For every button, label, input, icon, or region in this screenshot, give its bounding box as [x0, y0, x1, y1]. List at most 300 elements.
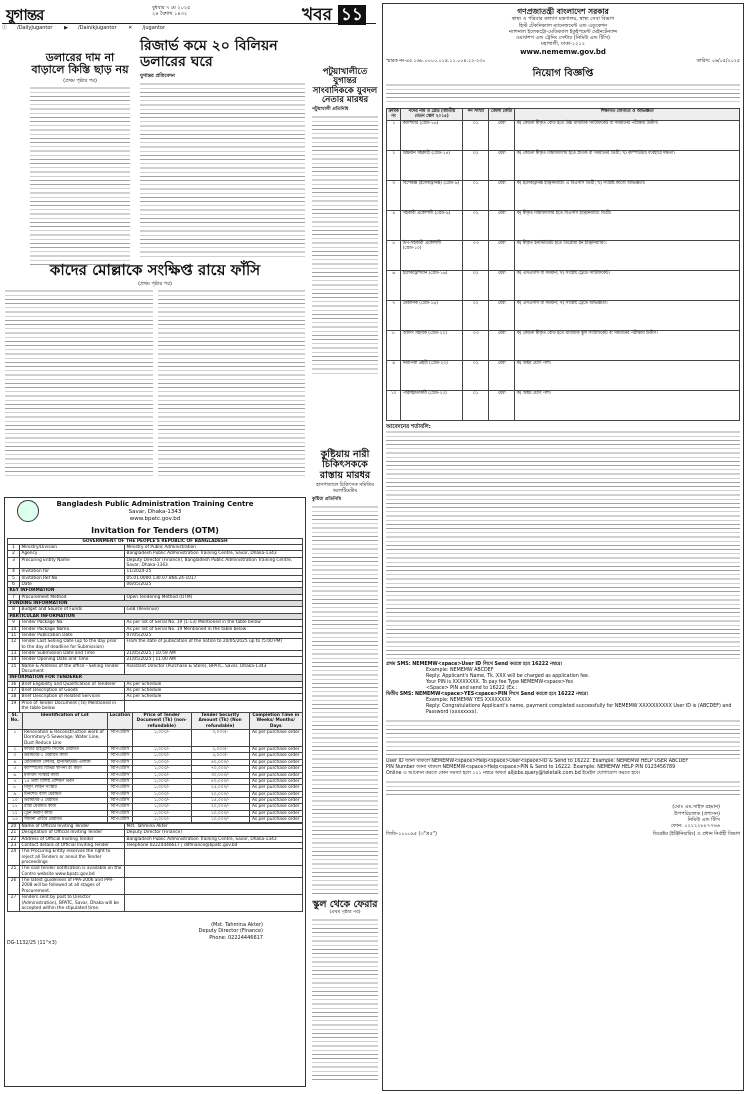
- row-number: 21: [8, 830, 20, 836]
- row-value: 21/05/2025 | 10.59 AM: [125, 650, 303, 656]
- row-number: 1: [8, 544, 20, 550]
- row-value: Assistant Director (Purchase & Store), BPATC, Savar, Dhaka-1343: [125, 663, 303, 675]
- job-row: [387, 120, 740, 150]
- table-cell: As per purchase order: [249, 772, 302, 778]
- column-header: Sl. No.: [8, 712, 23, 729]
- job-row: [387, 150, 740, 180]
- table-cell: সীমানা প্রাচীর মেরামত: [22, 817, 108, 823]
- table-cell: ২৫,০০০/-: [191, 785, 249, 791]
- row-value: [125, 878, 303, 895]
- table-cell: ১,০০০/-: [132, 810, 191, 816]
- tender-row: [8, 866, 303, 878]
- table-cell: ৮: [387, 330, 401, 360]
- table-cell: ৮: [8, 785, 23, 791]
- tender-ad: [4, 497, 306, 1087]
- table-cell: ০৩: [463, 330, 489, 360]
- row-number: 7: [8, 594, 20, 600]
- table-cell: ক্যাম্পাসের বিভিন্ন স্থাপনা রং করণ: [22, 766, 108, 772]
- tender-table: [7, 538, 303, 713]
- footer-text: ডিরেক্টর (ইঞ্জিনিয়ারিং) ও প্রধান নির্বাহী বিভাগ: [652, 832, 740, 838]
- row-number: 3: [8, 557, 20, 569]
- body-text: [312, 115, 378, 375]
- table-cell: টিনশেড বাসা মেরামত: [22, 791, 108, 797]
- table-cell: মেধা: [489, 180, 515, 210]
- row-label: Designation of Official Inviting Tender: [20, 830, 125, 836]
- row-value: As per list of Serial No. 19 Mentioned in the table below: [125, 626, 303, 632]
- subheadline: হাসপাতালে চিকিৎসক সমিতির আলটিমেটাম: [316, 483, 374, 495]
- table-cell: As per purchase order: [249, 791, 302, 797]
- row-number: 2: [8, 551, 20, 557]
- byline: কুষ্টিয়া প্রতিনিধি: [312, 497, 342, 503]
- section-tenderer: INFORMATION FOR TENDERER: [8, 675, 303, 681]
- table-cell: বিপিএটিসি: [108, 753, 133, 759]
- table-cell: ০২: [463, 150, 489, 180]
- headline: কাদের মোল্লাকে সংক্ষিপ্ত রায়ে ফাঁসি: [49, 261, 261, 279]
- facebook-handle: /DailyJugantor: [17, 25, 53, 31]
- intro-text: [386, 83, 740, 105]
- table-cell: অফিস সহায়ক (গ্রেড-২০): [401, 330, 463, 360]
- lot-row: [8, 766, 303, 772]
- table-cell: ১,০০০/-: [132, 730, 191, 747]
- table-cell: ০২: [463, 360, 489, 390]
- column-header: Price of Tender Document (Tk) (non-refundable): [132, 712, 191, 729]
- row-label: Ministry/Division: [20, 544, 125, 550]
- table-cell: বিপিএটিসি: [108, 766, 133, 772]
- row-label: Tender Package No.: [20, 620, 125, 626]
- table-cell: ১,০০০/-: [191, 747, 249, 753]
- table-cell: ৭০,০০০/-: [191, 766, 249, 772]
- lot-row: [8, 730, 303, 747]
- section-title: খবর ১১: [302, 2, 366, 30]
- table-cell: ০১: [463, 390, 489, 420]
- table-cell: ১,০০০/-: [132, 804, 191, 810]
- table-cell: ১০,০০০/-: [191, 810, 249, 816]
- table-cell: ১,০০০/-: [132, 772, 191, 778]
- table-cell: ১,০০০/-: [132, 791, 191, 797]
- row-number: 8: [8, 607, 20, 613]
- table-cell: ৩: [8, 753, 23, 759]
- row-number: 12: [8, 639, 20, 651]
- tender-row: [8, 557, 303, 569]
- row-value: GoB (Revenue): [125, 607, 303, 613]
- column-header: পদ সংখ্যা: [463, 108, 489, 120]
- row-number: 11: [8, 632, 20, 638]
- row-label: Tender Publication Date: [20, 632, 125, 638]
- row-label: Brief Description of Related Services: [20, 694, 125, 700]
- row-number: 22: [8, 836, 20, 842]
- lot-row: [8, 810, 303, 816]
- table-cell: মেকানিক (গ্রেড-১৬): [401, 300, 463, 330]
- row-value: 21/05/2025 | 11.00 AM: [125, 657, 303, 663]
- table-cell: ১৩: [8, 817, 23, 823]
- tender-row: [8, 639, 303, 651]
- job-row: [387, 390, 740, 420]
- table-cell: ৯: [387, 360, 401, 390]
- bpatc-logo-icon: [17, 500, 39, 522]
- row-value: Open Tendering Method (OTM): [125, 594, 303, 600]
- job-header: গণপ্রজাতন্ত্রী বাংলাদেশ সরকার স্বাস্থ্য ও পরিবার কল্যাণ মন্ত্রণালয়, স্বাস্থ্য সেবা বিভাগ হিস্ট টেকনিক্যাল ম্যানেজমেন্ট এন্ড এডুকেশন ন্যাশনাল ইলেকট্রো-মেডিক্যাল ইকুইপমেন্ট মেইনটেন্যান্স ওয়ার্কশপ এন্ড ট্রেনিং সেন্টার (নিমিউ এন্ড টিসি) মহাখালী, ঢাকা-১২১২ www.nememw.gov.bd: [386, 7, 740, 56]
- org-name: Bangladesh Public Administration Training Centre: [56, 500, 254, 508]
- row-label: Tenders sent by post to Director (Administration), BPATC, Savar, Dhaka will be accepted within the stipulated time.: [20, 895, 125, 912]
- column-header: Tender Security Amount (Tk) (Non refundable): [191, 712, 249, 729]
- table-cell: মেধা: [489, 210, 515, 240]
- table-cell: ক) ইলেকট্রনিক্স ইঞ্জিনিয়ারিং এ বিএসসি ডিগ্রী; খ) সংশ্লিষ্ট কাজে অভিজ্ঞতা।: [515, 180, 740, 210]
- column-header: Completion Time in Weeks/ Months/ Days: [249, 712, 302, 729]
- row-number: 23: [8, 842, 20, 848]
- table-cell: ১১: [8, 804, 23, 810]
- lot-row: [8, 798, 303, 804]
- table-cell: মেধা: [489, 120, 515, 150]
- table-cell: As per purchase order: [249, 798, 302, 804]
- memo-date: তারিখ: ০৬/০৫/২০২৫: [696, 59, 740, 65]
- lot-row: [8, 753, 303, 759]
- table-cell: ৪: [387, 210, 401, 240]
- table-cell: ১: [387, 120, 401, 150]
- newspaper-logo: যুগান্তর: [6, 6, 44, 24]
- table-cell: As per purchase order: [249, 730, 302, 747]
- row-label: Tender Submission Date and Time: [20, 650, 125, 656]
- table-cell: সহকারী প্রকৌশলী (গ্রেড-৯): [401, 210, 463, 240]
- table-cell: As per purchase order: [249, 810, 302, 816]
- table-cell: ১০: [387, 390, 401, 420]
- table-cell: ১,০০০/-: [132, 766, 191, 772]
- page-number: ১১: [338, 5, 366, 25]
- table-cell: ১,০০০/-: [132, 798, 191, 804]
- byline: যুগান্তর প্রতিবেদন: [140, 73, 175, 80]
- table-cell: ৫০,০০০/-: [191, 778, 249, 784]
- table-cell: ৬: [387, 270, 401, 300]
- table-cell: ৫: [387, 240, 401, 270]
- table-cell: মেধা: [489, 390, 515, 420]
- table-cell: Renovation & Reconstruction work of Dormitory-5 Sewerage, Water Line, Dust Reduce Line: [22, 730, 108, 747]
- table-cell: ৩,০০০/-: [191, 730, 249, 747]
- table-cell: মেধা: [489, 360, 515, 390]
- table-cell: ৭: [387, 300, 401, 330]
- table-cell: বিপিএটিসি: [108, 778, 133, 784]
- body-text-col1: [5, 289, 153, 479]
- continued-label: (প্রথম পৃষ্ঠার পর): [63, 78, 97, 85]
- job-website[interactable]: www.nememw.gov.bd: [520, 47, 606, 56]
- table-cell: As per purchase order: [249, 785, 302, 791]
- table-cell: বিপিএটিসি: [108, 785, 133, 791]
- table-cell: ৩০,০০০/-: [191, 772, 249, 778]
- row-label: Address of Official Inviting Tender: [20, 836, 125, 842]
- terms-text: [386, 430, 740, 660]
- table-cell: ১,০০০/-: [132, 753, 191, 759]
- table-cell: ৫: [8, 766, 23, 772]
- table-cell: মেধা: [489, 240, 515, 270]
- table-cell: ১০,০০০/-: [191, 817, 249, 823]
- youtube-icon: ▶: [64, 25, 68, 31]
- row-number: 17: [8, 688, 20, 694]
- table-cell: নিরাপত্তা প্রহরী (গ্রেড-২০): [401, 360, 463, 390]
- table-cell: ক) কোনো স্বীকৃত বোর্ড হতে উচ্চ মাধ্যমিক সার্টিফিকেট বা সমমানের পরীক্ষায় উত্তীর্ণ।: [515, 120, 740, 150]
- gov-title: GOVERNMENT OF THE PEOPLE'S REPUBLIC OF BANGLADESH: [8, 538, 303, 544]
- tender-row: [8, 836, 303, 842]
- table-cell: ২০,০০০/-: [191, 804, 249, 810]
- row-value: As per Schedule: [125, 694, 303, 700]
- headline: রিজার্ভ কমে ২০ বিলিয়ন ডলারের ঘরে: [140, 38, 278, 71]
- table-cell: ৪০,০০০/-: [191, 759, 249, 765]
- body-text: [30, 86, 130, 266]
- lot-row: [8, 785, 303, 791]
- row-value: Bangladesh Public Administration Training Centre, Savar, Dhaka-1343: [125, 836, 303, 842]
- table-cell: As per purchase order: [249, 778, 302, 784]
- body-text-col2: [158, 289, 306, 479]
- story-kushtia: [312, 450, 378, 895]
- table-cell: ১,০০০/-: [132, 817, 191, 823]
- job-heading: নিয়োগ বিজ্ঞপ্তি: [532, 68, 594, 80]
- table-cell: ১,০০০/-: [132, 785, 191, 791]
- table-cell: বিপিএটিসি: [108, 772, 133, 778]
- table-cell: ক) এসএসসি বা সমমান; খ) সংশ্লিষ্ট ট্রেডে অভিজ্ঞতা।: [515, 300, 740, 330]
- org-website[interactable]: www.bpatc.gov.bd: [129, 515, 181, 522]
- headline: স্কুল থেকে ফেরার: [312, 899, 378, 910]
- table-cell: বিপিএটিসি: [108, 810, 133, 816]
- table-cell: বিশেষজ্ঞ (ইলেকট্রনিক্স) (গ্রেড-৯): [401, 180, 463, 210]
- table-cell: ফায়ার হাইড্র্যান্ট সিস্টেম মেরামত: [22, 747, 108, 753]
- body-text: [312, 918, 378, 1083]
- table-cell: মেধা: [489, 300, 515, 330]
- tender-signature: (Mst. Tahmina Akter) Deputy Director (Finance) Phone: 02224446617: [198, 922, 263, 941]
- table-cell: বিদ্যুৎ লাইন সংস্কার: [22, 785, 108, 791]
- job-row: [387, 270, 740, 300]
- table-cell: As per purchase order: [249, 804, 302, 810]
- row-value: Bangladesh Public Administration Training Centre, Savar, Dhaka-1343: [125, 551, 303, 557]
- tender-row: [8, 849, 303, 866]
- table-cell: ০৩: [463, 240, 489, 270]
- row-value: Deputy Director (Finance), Bangladesh Public Administration Training Centre, Savar, Dhaka-1343: [125, 557, 303, 569]
- row-value: [125, 849, 303, 866]
- row-number: 5: [8, 575, 20, 581]
- table-cell: মেধা: [489, 270, 515, 300]
- row-label: Contact details of Official Inviting Tender: [20, 842, 125, 848]
- row-label: Name of Official Inviting Tender: [20, 823, 125, 829]
- table-cell: রাস্তা মেরামত কাজ: [22, 804, 108, 810]
- job-row: [387, 300, 740, 330]
- row-label: Price of Tender Document (Tk) Mentioned in the table below: [20, 700, 125, 712]
- table-cell: বিপিএটিসি: [108, 759, 133, 765]
- table-cell: বিপিএটিসি: [108, 791, 133, 797]
- table-cell: ক) স্বীকৃত ইনস্টিটিউট হতে ডিপ্লোমা ইন ইঞ্জিনিয়ারিং।: [515, 240, 740, 270]
- row-value: As per Schedule: [125, 688, 303, 694]
- headline: কুষ্টিয়ায় নারী চিকিৎসককে রাস্তায় মারধর: [319, 449, 371, 481]
- row-value: 06/05/2025: [125, 582, 303, 588]
- note-text: [386, 780, 740, 798]
- tender-heading: Invitation for Tenders (OTM): [91, 525, 219, 535]
- job-table: [386, 108, 740, 421]
- column-header: শিক্ষাগত যোগ্যতা ও অভিজ্ঞতা: [515, 108, 740, 120]
- table-cell: As per purchase order: [249, 759, 302, 765]
- job-row: [387, 180, 740, 210]
- table-cell: ০২: [463, 300, 489, 330]
- table-cell: মসজিদ সংস্কার কাজ: [22, 772, 108, 778]
- job-row: [387, 210, 740, 240]
- row-label: The said tender notification is available on the Contro website www.bpatc.gov.bd: [20, 866, 125, 878]
- row-label: Invitation for: [20, 569, 125, 575]
- body-text: [140, 82, 305, 257]
- row-label: Date: [20, 582, 125, 588]
- ad-code: DG-1132/25 (11"×3): [7, 940, 57, 946]
- tender-row: [8, 700, 303, 712]
- table-cell: ক) এসএসসি বা সমমান; খ) সংশ্লিষ্ট ট্রেডে সার্টিফিকেট।: [515, 270, 740, 300]
- table-cell: বিপিএটিসি: [108, 747, 133, 753]
- row-label: Tender Last Selling Date (up to the day prior to the day of deadline for Submission): [20, 639, 125, 651]
- table-cell: ক) কোনো স্বীকৃত বোর্ড হতে মাধ্যমিক স্কুল সার্টিফিকেট বা সমমানের পরীক্ষায় উত্তীর্ণ।: [515, 330, 740, 360]
- table-cell: উচ্চমান সহকারী (গ্রেড-১৪): [401, 150, 463, 180]
- body-text: [312, 505, 378, 895]
- section-key-info: KEY INFORMATION: [8, 588, 303, 594]
- table-cell: ০২: [463, 210, 489, 240]
- row-number: 25: [8, 866, 20, 878]
- table-cell: বিপিএটিসি: [108, 804, 133, 810]
- row-number: 15: [8, 663, 20, 675]
- row-value: [125, 700, 303, 712]
- row-value: Mst. Tahmina Akter: [125, 823, 303, 829]
- table-cell: ১: [8, 730, 23, 747]
- lot-row: [8, 772, 303, 778]
- table-cell: ১২: [8, 810, 23, 816]
- org-address: Savar, Dhaka-1343: [128, 508, 182, 515]
- lot-row: [8, 791, 303, 797]
- column-header: Identification of Lot: [22, 712, 108, 729]
- row-label: Procuring Entity Name: [20, 557, 125, 569]
- row-number: 9: [8, 620, 20, 626]
- x-icon: ✕: [128, 25, 133, 31]
- extra-text: [386, 719, 740, 759]
- row-value: Ministry of Public Administration: [125, 544, 303, 550]
- row-value: As per list of Serial No. 19 (1-13) Mentioned in the table below: [125, 620, 303, 626]
- row-value: Telephone 02224446617 | ddfinance@bpatc.gov.bd: [125, 842, 303, 848]
- lot-row: [8, 804, 303, 810]
- table-cell: ১৫,০০০/-: [191, 798, 249, 804]
- row-value: 07/05/2025: [125, 632, 303, 638]
- row-label: Tender Package Name.: [20, 626, 125, 632]
- table-cell: উপ-সহকারী প্রকৌশলী (গ্রেড-১০): [401, 240, 463, 270]
- facebook-icon: ⓕ: [2, 25, 8, 31]
- row-number: 27: [8, 895, 20, 912]
- row-number: 20: [8, 823, 20, 829]
- table-cell: As per purchase order: [249, 747, 302, 753]
- table-cell: ৭: [8, 778, 23, 784]
- table-cell: ক) অষ্টম শ্রেণি পাশ।: [515, 390, 740, 420]
- table-cell: ডরমিটরি-৫ মেরামত: [22, 798, 108, 804]
- table-cell: ২০,০০০/-: [191, 791, 249, 797]
- youtube-handle: /DainikJugantor: [77, 25, 117, 31]
- memo-number: স্মারক নং-৪৫.১৬৮.০০০০.০১৪.১১.০০৪.২২-২৩০: [386, 59, 486, 65]
- table-cell: ক) কোনো স্বীকৃত বিশ্ববিদ্যালয় হতে স্নাতক বা সমমানের ডিগ্রী; খ) কম্পিউটার ব্যবহারে দক্ষতা।: [515, 150, 740, 180]
- story-school: [312, 900, 378, 1083]
- table-cell: As per purchase order: [249, 753, 302, 759]
- column-header: পদের নাম ও গ্রেড (জাতীয় বেতন স্কেল ২০১৫): [401, 108, 463, 120]
- row-value: [125, 866, 303, 878]
- row-label: The Procuring Entity reserves the right to reject all Tenders or annul the Tender proceedings: [20, 849, 125, 866]
- section-funding: FUNDING INFORMATION: [8, 601, 303, 607]
- headline: ডলারের দাম না বাড়ালে কিস্তি ছাড় নয়: [31, 51, 129, 77]
- table-cell: মেডিক্যাল সেন্টার, ইনিস্টিটিউট এলাকা: [22, 759, 108, 765]
- table-cell: বিপিএটিসি: [108, 798, 133, 804]
- row-number: 4: [8, 569, 20, 575]
- tender-row: [8, 663, 303, 675]
- job-row: [387, 240, 740, 270]
- sms-instructions: প্রথম SMS: NEMEMW<space>User ID লিখে Send করতে হবে 16222 নম্বরে। Example: NEMEMW ABCDEF Reply: Applicant's Name, Tk. XXX will be charged as application fee. Your PIN is XXXXXXXX. To pay fee Type NEMEMW<space>Yes <Space> PIN and send to 16222 (Ex.: দ্বিতীয় SMS: NEMEMW<space>YES<space>PIN লিখে Send করতে হবে 16222 নম্বরে। Example: NEMEMW YES XXXXXXXX Reply: Congratulations Applicant's name, payment completed successfully for NEMEMW XXXXXXXXXX User ID is (ABCDEF) and Password (xxxxxxxx).: [386, 662, 732, 716]
- table-cell: বিপিএটিসি: [108, 730, 133, 747]
- table-cell: ৪: [8, 759, 23, 765]
- column-header: ক্রমিক নং: [388, 108, 399, 120]
- continued-label: (প্রথম পৃষ্ঠার পর): [329, 910, 361, 916]
- row-label: Invitation Ref No: [20, 575, 125, 581]
- story-reserve: [140, 38, 305, 257]
- lot-row: [8, 778, 303, 784]
- row-label: The latest guidelines of PPA-2006 and PPR-2008 will be followed at all stages of Procurement.: [20, 878, 125, 895]
- row-label: Brief Description of Goods: [20, 688, 125, 694]
- table-cell: ক) অষ্টম শ্রেণি পাশ।: [515, 360, 740, 390]
- continued-label: (প্রথম পৃষ্ঠার পর): [138, 280, 172, 287]
- table-cell: ক) স্বীকৃত বিশ্ববিদ্যালয় হতে বিএসসি ইঞ্জিনিয়ারিং ডিগ্রী।: [515, 210, 740, 240]
- lot-row: [8, 759, 303, 765]
- headline: পটুয়াখালীতে যুগান্তর সাংবাদিককে যুবদল নেতার মারধর: [312, 67, 378, 106]
- row-value: 05.01.0000.130.07.866.24-1017: [125, 575, 303, 581]
- table-cell: ৯: [8, 791, 23, 797]
- table-cell: ২: [8, 747, 23, 753]
- column-header: Location: [108, 712, 133, 729]
- tender-row: [8, 878, 303, 895]
- table-cell: ১,০০০/-: [132, 747, 191, 753]
- table-cell: ০১: [463, 180, 489, 210]
- row-number: 13: [8, 650, 20, 656]
- table-cell: ০২: [463, 270, 489, 300]
- row-number: 14: [8, 657, 20, 663]
- byline: পটুয়াখালী প্রতিনিধি: [312, 107, 349, 113]
- story-kader: [5, 262, 305, 479]
- table-cell: ২: [387, 150, 401, 180]
- tender-table-footer: [7, 823, 303, 912]
- row-number: 16: [8, 681, 20, 687]
- lot-table: [7, 712, 303, 823]
- row-label: Procurement Method: [20, 594, 125, 600]
- table-cell: ৩: [387, 180, 401, 210]
- help-instructions: User ID জানা থাকলে NEMEMW<space>Help<space>User<space>ID & Send to 16222. Example: NEMEMW HELP USER ABCDEF PIN Number জানা থাকলে NEMEMW<space>Help<space>PIN & Send to 16222. Example: NEMEMW HELP PIN 0123456789 Online এ আবেদন করতে কোন সমস্যা হলে ১২১ নম্বরে অথবা alljobs.query@teletalk.com.bd ইমেইল যোগাযোগ করতে হবে।: [386, 759, 689, 777]
- tender-header: [7, 500, 303, 536]
- row-number: 18: [8, 694, 20, 700]
- table-cell: বিপিএটিসি: [108, 817, 133, 823]
- table-cell: ০১: [463, 120, 489, 150]
- table-cell: ক্যাশিয়ার (গ্রেড-১৬): [401, 120, 463, 150]
- table-cell: ১,০০০/-: [132, 778, 191, 784]
- table-cell: ডরমিটরি-২ মেরামত কাজ: [22, 753, 108, 759]
- table-cell: ৬: [8, 772, 23, 778]
- tender-row: [8, 620, 303, 626]
- row-label: Agency: [20, 551, 125, 557]
- table-cell: মেধা: [489, 150, 515, 180]
- job-row: [387, 330, 740, 360]
- table-cell: মেধা: [489, 330, 515, 360]
- row-label: Tender Opening Date and Time: [20, 657, 125, 663]
- table-cell: As per purchase order: [249, 766, 302, 772]
- row-value: Deputy Director (Finance): [125, 830, 303, 836]
- row-number: 26: [8, 878, 20, 895]
- row-label: Brief Eligibility and Qualification of Tenderer: [20, 681, 125, 687]
- table-cell: ইলেকট্রিশিয়ান (গ্রেড-১৬): [401, 270, 463, 300]
- table-cell: পরিচ্ছন্নতাকর্মী (গ্রেড-২০): [401, 390, 463, 420]
- x-handle: /jugantor: [142, 25, 166, 31]
- row-number: 6: [8, 582, 20, 588]
- masthead: [2, 2, 376, 24]
- story-patuakhali: [312, 68, 378, 375]
- row-number: 24: [8, 849, 20, 866]
- job-ad: [382, 3, 744, 1091]
- row-value: From the date of publication of the notice to 20/05/2025 up to (5:00 PM): [125, 639, 303, 651]
